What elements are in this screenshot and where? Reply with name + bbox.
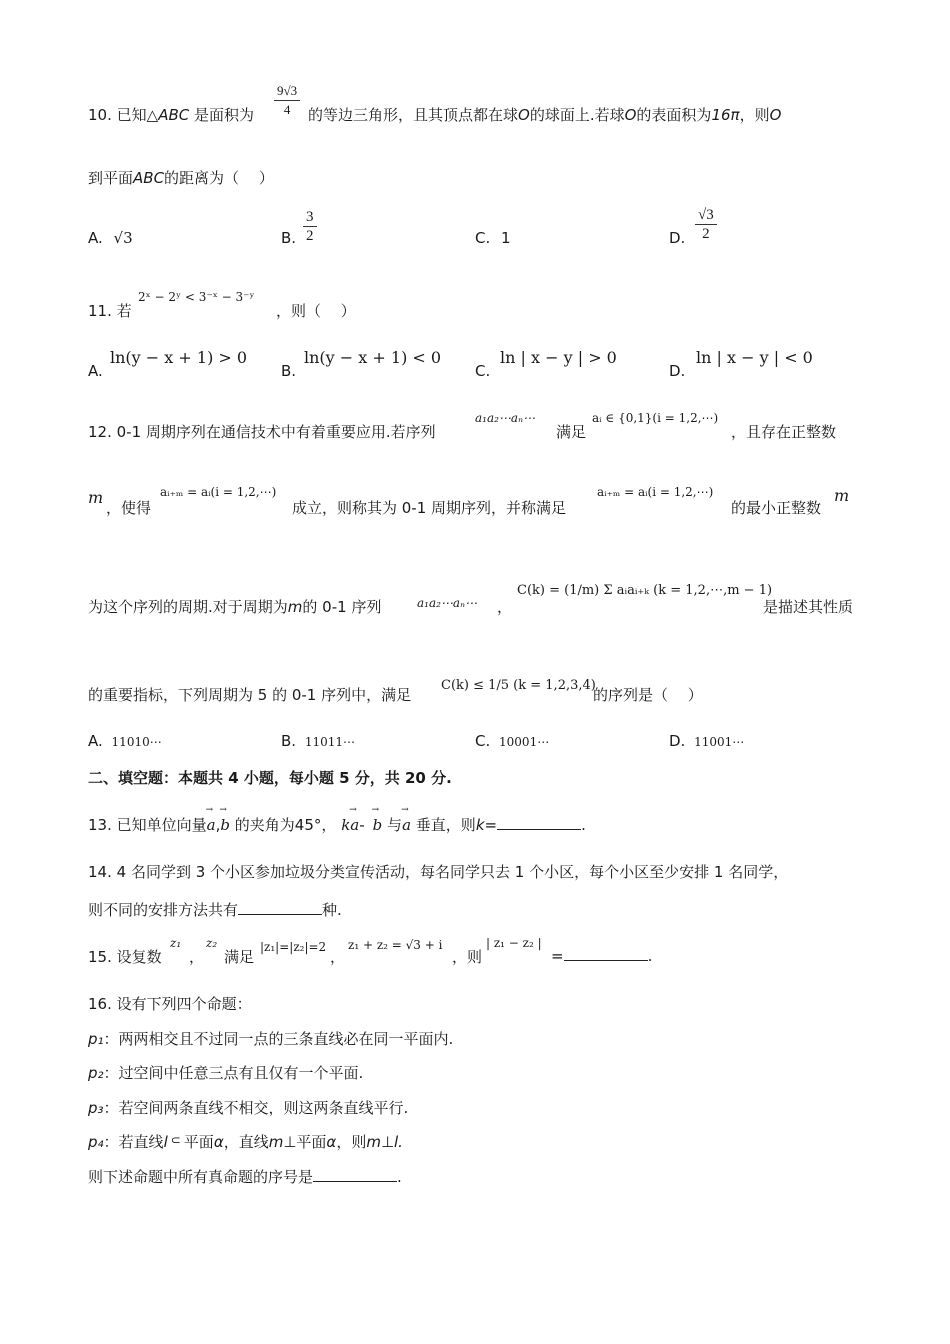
q14-line2: 则不同的安排方法共有 种. (88, 901, 342, 919)
q12-seq: a₁a₂⋯aₙ⋯ (475, 411, 535, 425)
q15-a: 15. 设复数 (88, 948, 162, 966)
q15-comma2: ， (330, 948, 346, 966)
q10-option-a: A. √3 (88, 229, 133, 247)
q16-p3: p₃：若空间两条直线不相交，则这两条直线平行. (88, 1099, 409, 1117)
q12-line4: 的重要指标，下列周期为 5 的 0-1 序列中，满足 (88, 686, 412, 704)
q10-option-b-fraction: $\frac{3}{2}$ (303, 208, 317, 245)
q16-answer-blank[interactable] (313, 1167, 397, 1182)
q11-stem: 11. 若 (88, 302, 132, 320)
q16-final: 则下述命题中所有真命题的序号是 . (88, 1168, 402, 1186)
q15-d: = . (551, 947, 653, 965)
q15-z1: z₁ (170, 936, 182, 950)
q13: 13. 已知单位向量→ a,→ b 的夹角为45°， k→ a-→ b 与→ a 垂直，则k= . (88, 814, 586, 835)
q12-cond2: aᵢ₊ₘ = aᵢ(i = 1,2,⋯) (160, 485, 277, 499)
q11-option-c-expr: ln | x − y | > 0 (500, 348, 617, 367)
q15-diff: | z₁ − z₂ | (486, 936, 542, 950)
q12-option-a: A. 11010⋯ (88, 732, 162, 750)
q11-stem-end: ，则（ ） (276, 302, 356, 320)
q12-m2: m (834, 486, 850, 505)
q11-option-b-expr: ln(y − x + 1) < 0 (304, 348, 442, 367)
q12-line3: 为这个序列的周期.对于周期为m的 0-1 序列 (88, 598, 382, 616)
q11-option-a-expr: ln(y − x + 1) > 0 (110, 348, 248, 367)
q12-line1-c: ，且存在正整数 (731, 423, 837, 441)
q16-p4: p₄：若直线l ⊂ 平面α，直线m⊥平面α，则m⊥l. (88, 1133, 403, 1151)
q12-cond4: C(k) ≤ 1/5 (k = 1,2,3,4) (441, 678, 596, 693)
q15-b: 满足 (224, 948, 255, 966)
q12-line1: 12. 0-1 周期序列在通信技术中有着重要应用.若序列 (88, 423, 436, 441)
q15-cond: |z₁|=|z₂|=2 (260, 940, 327, 954)
q11-option-c: C. (475, 362, 491, 380)
q12-line4-end: 的序列是（ ） (593, 686, 703, 704)
q12-comma: ， (497, 598, 513, 616)
q12-cond3: aᵢ₊ₘ = aᵢ(i = 1,2,⋯) (597, 485, 714, 499)
q14-line1: 14. 4 名同学到 3 个小区参加垃圾分类宣传活动，每名同学只去 1 个小区，每个小区至少安排 1 名同学， (88, 863, 789, 881)
q12-line2-c: 的最小正整数 (731, 499, 822, 517)
q11-option-d: D. (669, 362, 686, 380)
q10-option-d: D. (669, 229, 686, 247)
q14-answer-blank[interactable] (238, 900, 322, 915)
q12-seq2: a₁a₂⋯aₙ⋯ (417, 596, 477, 610)
q10-option-c: C. 1 (475, 229, 511, 247)
q11-inequality: 2ˣ − 2ʸ < 3⁻ˣ − 3⁻ʸ (138, 290, 255, 304)
q10-line1-rest: 的等边三角形，且其顶点都在球O的球面上.若球O的表面积为16π，则O (308, 106, 782, 124)
q12-line2-a: ，使得 (106, 499, 152, 517)
q12-option-b: B. 11011⋯ (281, 732, 356, 750)
q15-comma1: ， (189, 948, 205, 966)
q10-option-b: B. (281, 229, 297, 247)
q11-option-d-expr: ln | x − y | < 0 (696, 348, 813, 367)
q12-line1-b: 满足 (556, 423, 587, 441)
q12-line2-b: 成立，则称其为 0-1 周期序列，并称满足 (292, 499, 567, 517)
q12-m: m (88, 488, 104, 507)
q16-stem: 16. 设有下列四个命题： (88, 995, 252, 1013)
q15-sum: z₁ + z₂ = √3 + i (348, 938, 443, 952)
q10-line1: 10. 已知△ABC 是面积为 (88, 106, 255, 124)
q10-option-d-fraction: $\frac{√3}{2}$ (695, 206, 717, 243)
section-2-title: 二、填空题：本题共 4 小题，每小题 5 分，共 20 分. (88, 769, 452, 787)
q15-c: ，则 (452, 948, 483, 966)
q12-option-d: D. 11001⋯ (669, 732, 745, 750)
q12-option-c: C. 10001⋯ (475, 732, 550, 750)
q16-p2: p₂：过空间中任意三点有且仅有一个平面. (88, 1064, 364, 1082)
q11-option-b: B. (281, 362, 297, 380)
q13-answer-blank[interactable] (497, 815, 581, 830)
q12-line3-end: 是描述其性质 (763, 598, 854, 616)
q15-answer-blank[interactable] (564, 946, 648, 961)
q10-line2: 到平面ABC的距离为（ ） (88, 169, 274, 187)
q12-cond: aᵢ ∈ {0,1}(i = 1,2,⋯) (592, 411, 719, 425)
q11-option-a: A. (88, 362, 103, 380)
q15-z2: z₂ (206, 936, 218, 950)
q16-p1: p₁：两两相交且不过同一点的三条直线必在同一平面内. (88, 1030, 454, 1048)
q12-formula: C(k) = (1/m) Σ aᵢaᵢ₊ₖ (k = 1,2,⋯,m − 1) (517, 583, 773, 598)
q10-area-fraction: $\frac{9√3}{4}$ (274, 82, 300, 119)
